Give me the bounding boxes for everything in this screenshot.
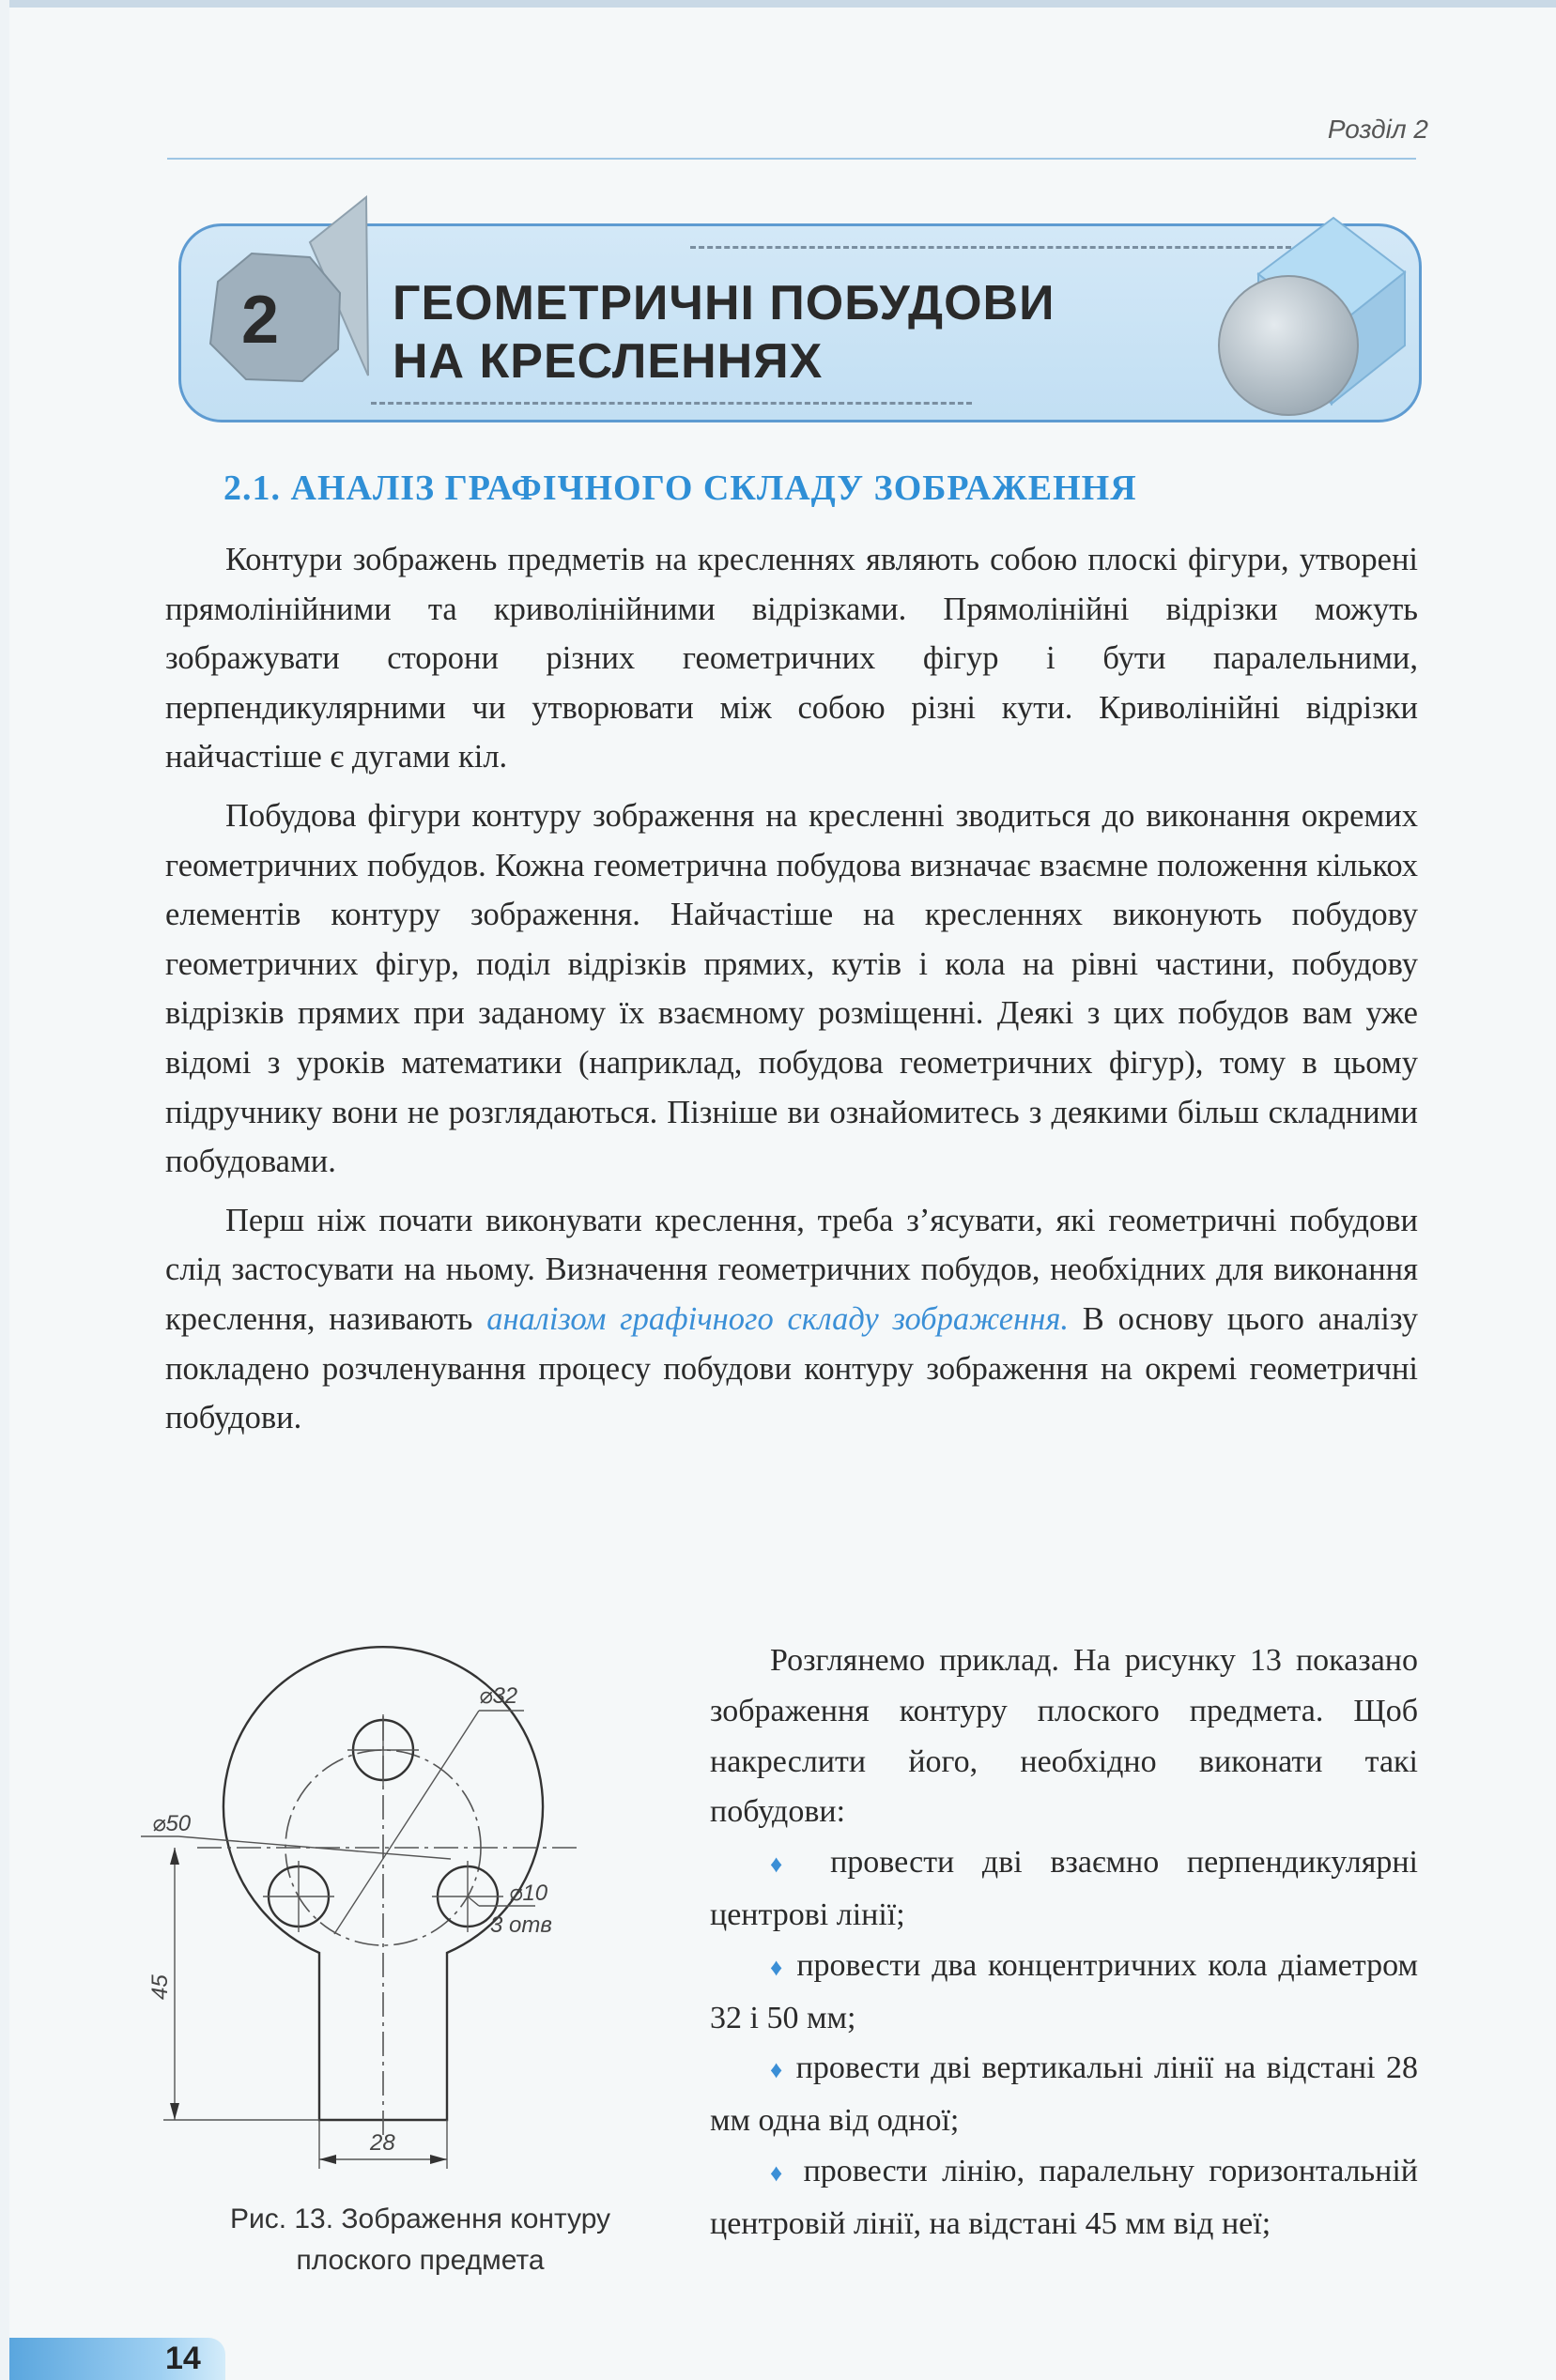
- chapter-title-line: НА КРЕСЛЕННЯХ: [393, 334, 824, 389]
- step-text: провести два концентричних кола діаметром 32 і 50 мм;: [710, 1947, 1418, 2035]
- dim-label-d10: ⌀10: [509, 1881, 548, 1906]
- step-text: провести дві вертикальні лінії на відстані 28 мм одна від одної;: [710, 2050, 1419, 2139]
- step-text: провести лінію, паралельну горизонтальній центровій лінії, на відстані 45 мм від неї;: [710, 2153, 1418, 2241]
- sphere-shape: [1219, 276, 1358, 415]
- body-text: [165, 535, 1418, 1443]
- paragraph-text: В основу цього аналізу покладено розчленування процесу побудови контуру зображення на окремі геометричні побудови.: [165, 1300, 1419, 1436]
- bullet-icon: ♦: [770, 2158, 790, 2187]
- step-text: провести дві взаємно перпендикулярні центрові лінії;: [710, 1845, 1418, 1932]
- caption-line: плоского предмета: [296, 2245, 545, 2276]
- chapter-number: 2: [240, 283, 280, 358]
- step-item: [710, 2146, 1418, 2249]
- page-number: 14: [165, 2341, 201, 2376]
- dim-label-holes: 3 отв: [490, 1912, 552, 1938]
- paragraph-text: Перш ніж почати виконувати креслення, треба з’ясувати, які геометричні побудови слід застосувати на ньому. Визначення геометричних побудов, необхідних для виконання креслення, називають: [165, 1202, 1418, 1337]
- bullet-icon: ♦: [770, 2056, 786, 2084]
- dim-leader-d32: [334, 1711, 479, 1934]
- dim-label-28: 28: [370, 2130, 395, 2156]
- section-heading: 2.1. АНАЛІЗ ГРАФІЧНОГО СКЛАДУ ЗОБРАЖЕННЯ: [223, 468, 1137, 508]
- chapter-title-line: ГЕОМЕТРИЧНІ ПОБУДОВИ: [393, 276, 1055, 330]
- banner-geometric-shapes: [0, 0, 1556, 488]
- dim-label-d50: ⌀50: [152, 1811, 192, 1836]
- paragraph: Побудова фігури контуру зображення на кресленні зводиться до виконання окремих геометричних побудов. Кожна геометрична побудова визначає взаємне положення кількох елементів контуру зображення. Найчастіше на кресленнях виконують побудову геометричних фігур, поділ відрізків прямих, кутів і кола на рівні частини, побудову відрізків прямих при заданому їх взаємному розміщенні. Деякі з цих побудов вам уже відомі з уроків математики (наприклад, побудова геометричних фігур), тому в цьому підручнику вони не розглядаються. Пізніше ви ознайомитесь з деякими більш складними побудовами.: [165, 797, 1418, 1180]
- step-item: [710, 2043, 1418, 2146]
- figure-13-drawing: [141, 1643, 667, 2206]
- key-term: аналізом графічного складу зображення.: [486, 1300, 1069, 1337]
- example-intro: Розглянемо приклад. На рисунку 13 показано зображення контуру плоского предмета. Щоб накреслити його, необхідно виконати такі побудови:: [710, 1643, 1418, 1830]
- chapter-title: [393, 274, 1055, 391]
- running-header: Розділ 2: [1327, 115, 1428, 144]
- bullet-icon: ♦: [770, 1953, 786, 1981]
- paragraph: Контури зображень предметів на кресленнях являють собою плоскі фігури, утворені прямолінійними та криволінійними відрізками. Прямолінійні відрізки можуть зображувати сторони різних геометричних фігур і бути паралельними, перпендикулярними чи утворювати між собою різні кути. Криволінійні відрізки найчастіше є дугами кіл.: [165, 542, 1418, 775]
- step-item: [710, 1837, 1418, 1941]
- dim-label-45: 45: [147, 1974, 173, 2000]
- example-column: [710, 1635, 1418, 2249]
- paragraph: [165, 1196, 1418, 1443]
- dim-label-d32: ⌀32: [479, 1683, 518, 1709]
- caption-line: Рис. 13. Зображення контуру: [229, 2203, 611, 2234]
- figure-caption: [160, 2199, 681, 2281]
- bullet-icon: ♦: [770, 1850, 803, 1879]
- step-item: [710, 1941, 1418, 2044]
